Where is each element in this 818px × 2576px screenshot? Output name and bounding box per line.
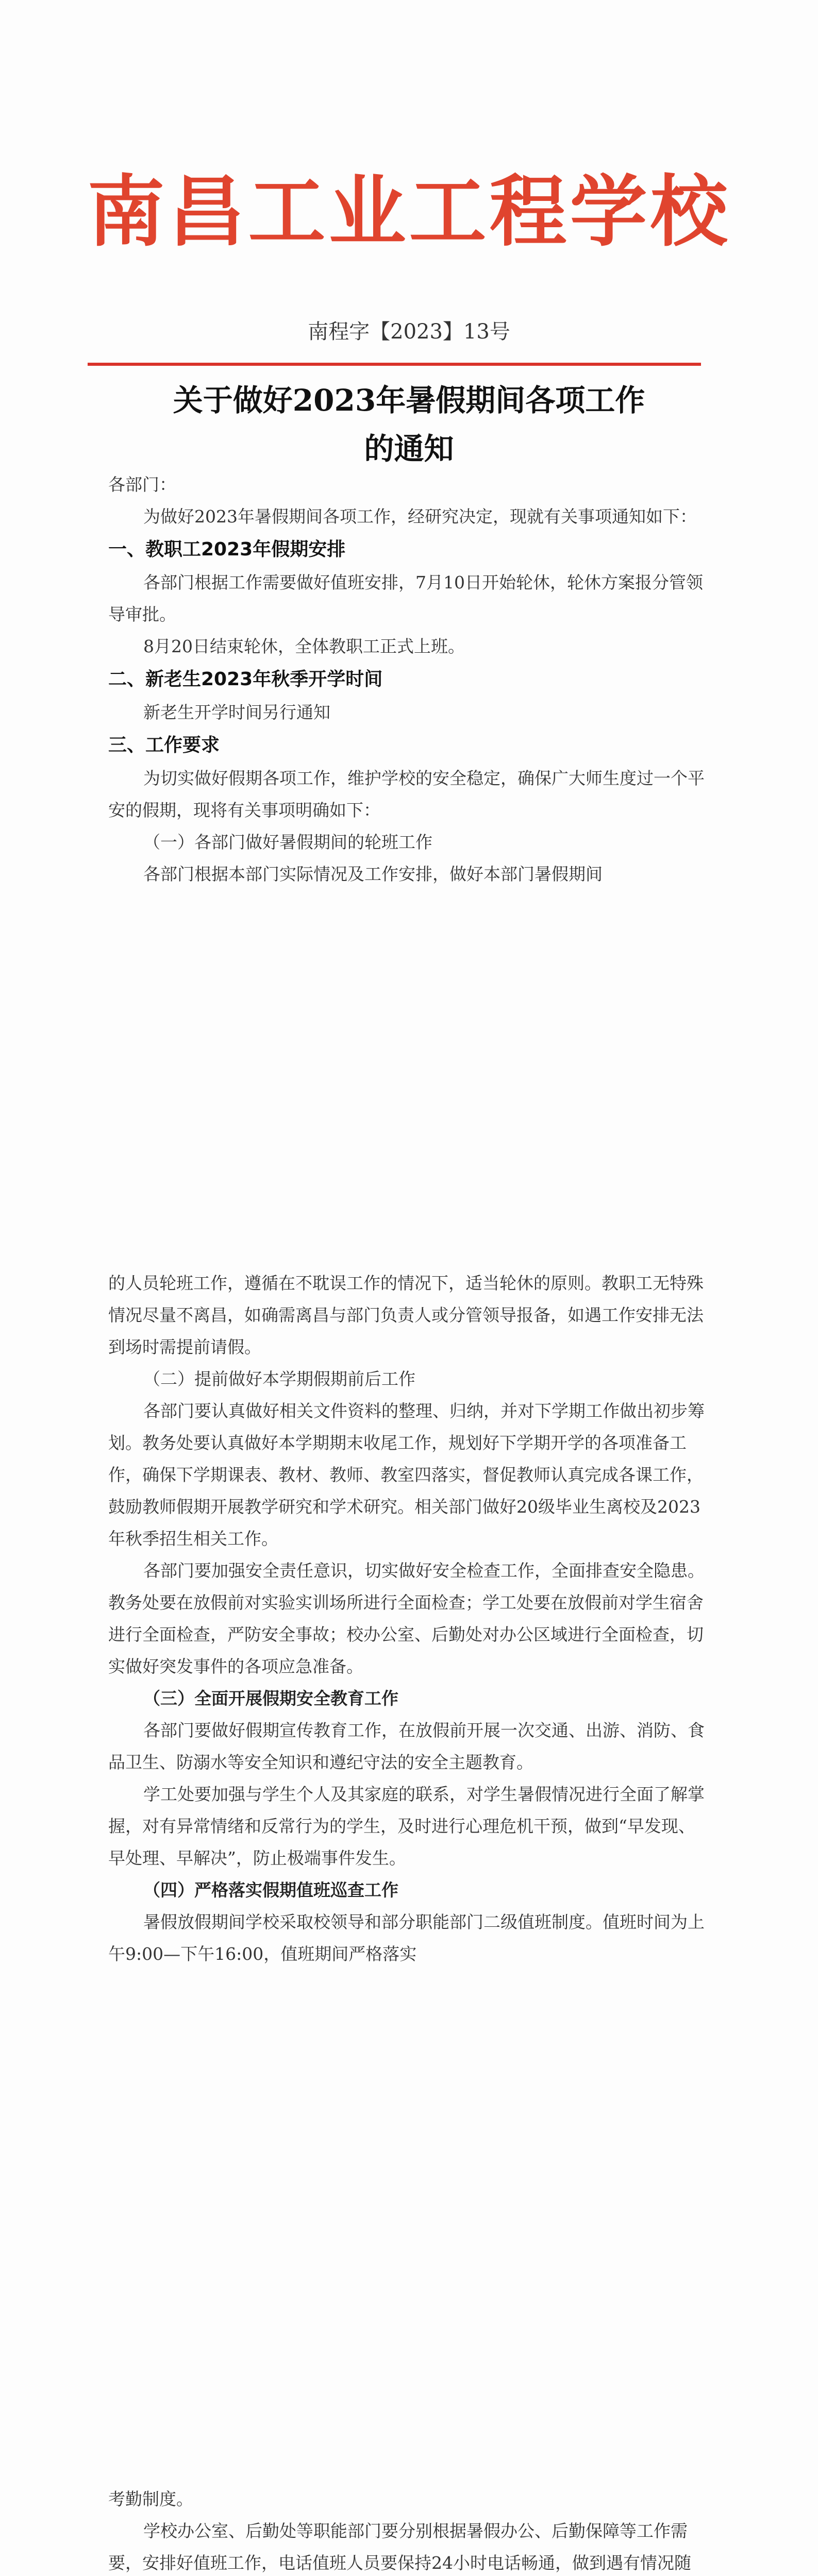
subsection-4-paragraph-start: 暑假放假期间学校采取校领导和部分职能部门二级值班制度。值班时间为上午9:00—下午16:00，值班期间严格落实: [108, 1912, 705, 1964]
body-part-1: [108, 469, 706, 890]
salutation: 各部门：: [108, 474, 176, 495]
title-line-2: 的通知: [364, 431, 454, 466]
intro-paragraph: 为做好2023年暑假期间各项工作，经研究决定，现就有关事项通知如下：: [143, 506, 697, 527]
red-divider: [88, 363, 701, 366]
subsection-2-paragraph-1: 各部门要认真做好相关文件资料的整理、归纳，并对下学期工作做出初步筹划。教务处要认真做好本学期期末收尾工作，规划好下学期开学的各项准备工作，确保下学期课表、教材、教师、教室四落实，督促教师认真完成各课工作，鼓励教师假期开展教学研究和学术研究。相关部门做好20级毕业生离校及2023年秋季招生相关工作。: [108, 1401, 705, 1549]
section-1-paragraph-2: 8月20日结束轮休，全体教职工正式上班。: [143, 636, 465, 656]
section-1-heading: 一、教职工2023年假期安排: [108, 539, 346, 560]
title-line-1: 关于做好2023年暑假期间各项工作: [173, 383, 645, 418]
section-2-paragraph-1: 新老生开学时间另行通知: [143, 702, 330, 722]
subsection-2-heading: （二）提前做好本学期假期前后工作: [143, 1369, 415, 1389]
subsection-4-paragraph-2: 学校办公室、后勤处等职能部门要分别根据暑假办公、后勤保障等工作需要，安排好值班工作，电话值班人员要保持24小时电话畅通，做到遇有情况随: [108, 2521, 691, 2573]
subsection-4-heading: （四）严格落实假期值班巡查工作: [143, 1880, 398, 1900]
section-3-heading: 三、工作要求: [108, 735, 220, 756]
subsection-3-heading: （三）全面开展假期安全教育工作: [143, 1688, 398, 1708]
letterhead-school-name: 南昌工业工程学校: [87, 167, 731, 257]
subsection-3-paragraph-1: 各部门要做好假期宣传教育工作，在放假前开展一次交通、出游、消防、食品卫生、防溺水等安全知识和遵纪守法的安全主题教育。: [108, 1720, 705, 1772]
subsection-1-paragraph-start: 各部门根据本部门实际情况及工作安排，做好本部门暑假期间: [143, 864, 603, 884]
body-part-3: [108, 2483, 706, 2576]
subsection-4-paragraph-continued: 考勤制度。: [108, 2489, 193, 2509]
document-title: [0, 376, 818, 473]
subsection-1-paragraph-continued: 的人员轮班工作，遵循在不耽误工作的情况下，适当轮休的原则。教职工无特殊情况尽量不离昌，如确需离昌与部门负责人或分管领导报备，如遇工作安排无法到场时需提前请假。: [108, 1273, 704, 1357]
subsection-3-paragraph-2: 学工处要加强与学生个人及其家庭的联系，对学生暑假情况进行全面了解掌握，对有异常情绪和反常行为的学生，及时进行心理危机干预，做到“早发现、早处理、早解决”，防止极端事件发生。: [108, 1784, 705, 1868]
subsection-1-heading: （一）各部门做好暑假期间的轮班工作: [143, 832, 432, 852]
section-2-heading: 二、新老生2023年秋季开学时间: [108, 669, 383, 690]
section-3-intro: 为切实做好假期各项工作，维护学校的安全稳定，确保广大师生度过一个平安的假期，现将有关事项明确如下：: [108, 768, 705, 820]
subsection-2-paragraph-2: 各部门要加强安全责任意识，切实做好安全检查工作，全面排查安全隐患。教务处要在放假前对实验实训场所进行全面检查；学工处要在放假前对学生宿舍进行全面检查，严防安全事故；校办公室、后勤处对办公区域进行全面检查，切实做好突发事件的各项应急准备。: [108, 1561, 705, 1676]
document-number: 南程字【2023】13号: [308, 320, 510, 344]
section-1-paragraph-1: 各部门根据工作需要做好值班安排，7月10日开始轮休，轮休方案报分管领导审批。: [108, 572, 703, 624]
body-part-2: [108, 1267, 706, 1970]
